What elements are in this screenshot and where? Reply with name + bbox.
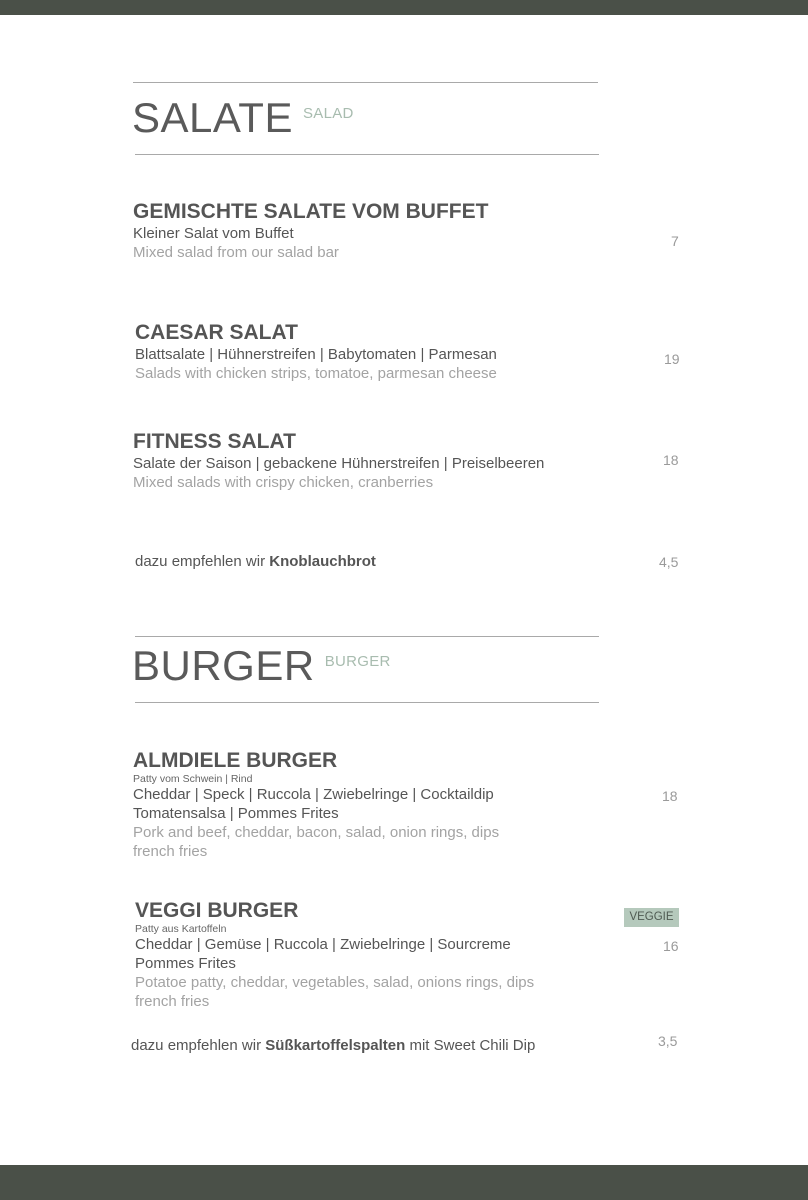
item-description-de: Pommes Frites (135, 955, 236, 972)
recommendation-salate (135, 553, 376, 570)
item-description-de: Kleiner Salat vom Buffet (133, 225, 294, 242)
item-description-en: Salads with chicken strips, tomatoe, parmesan cheese (135, 365, 497, 382)
item-description-de: Cheddar | Speck | Ruccola | Zwiebelringe | Cocktaildip (133, 786, 494, 803)
item-name: CAESAR SALAT (135, 321, 298, 344)
item-name: ALMDIELE BURGER (133, 749, 338, 772)
section-subtitle: BURGER (324, 653, 391, 670)
item-price: 18 (663, 452, 679, 468)
item-price: 18 (662, 788, 678, 804)
item-description-en: Potatoe patty, cheddar, vegetables, salad, onions rings, dips (135, 974, 535, 991)
item-description-en: Mixed salad from our salad bar (133, 244, 339, 261)
item-description-en: french fries (135, 993, 210, 1010)
recommendation-highlight: Süßkartoffelspalten (265, 1037, 406, 1054)
section-divider-top (133, 82, 598, 83)
recommendation-price: 4,5 (659, 554, 679, 570)
item-price: 7 (671, 233, 679, 249)
item-description-de: Cheddar | Gemüse | Ruccola | Zwiebelringe | Sourcreme (135, 936, 511, 953)
item-description-en: Pork and beef, cheddar, bacon, salad, onion rings, dips (133, 824, 500, 841)
recommendation-prefix: dazu empfehlen wir (135, 553, 270, 570)
menu-item-fitness-salat (133, 429, 544, 492)
item-price: 19 (664, 351, 680, 367)
item-name: VEGGI BURGER (135, 899, 299, 922)
menu-item-gemischte-salate (133, 199, 488, 262)
recommendation-highlight: Knoblauchbrot (269, 553, 376, 570)
item-patty: Patty vom Schwein | Rind (133, 773, 253, 785)
bottom-decorative-bar (0, 1165, 808, 1200)
section-divider-bottom (135, 154, 599, 155)
item-description-de: Salate der Saison | gebackene Hühnerstreifen | Preiselbeeren (133, 455, 545, 472)
item-description-en: french fries (133, 843, 208, 860)
item-price: 16 (663, 938, 679, 954)
recommendation-prefix: dazu empfehlen wir (131, 1037, 266, 1054)
recommendation-price: 3,5 (658, 1033, 678, 1049)
item-patty: Patty aus Kartoffeln (135, 923, 227, 935)
section-title: BURGER (132, 642, 315, 689)
menu-item-almdiele-burger (133, 748, 499, 861)
item-description-en: Mixed salads with crispy chicken, cranberries (133, 474, 434, 491)
veggie-badge: VEGGIE (624, 908, 679, 927)
section-title: SALATE (132, 94, 293, 141)
recommendation-burger (131, 1037, 535, 1054)
section-subtitle: SALAD (302, 105, 354, 122)
item-description-de: Tomatensalsa | Pommes Frites (133, 805, 339, 822)
menu-item-veggi-burger (135, 898, 534, 1011)
top-decorative-bar (0, 0, 808, 15)
section-header-salate (132, 94, 354, 142)
section-header-burger (132, 642, 391, 690)
item-name: GEMISCHTE SALATE VOM BUFFET (133, 200, 489, 223)
section-divider-bottom (135, 702, 599, 703)
menu-item-caesar-salat (135, 320, 497, 383)
item-name: FITNESS SALAT (133, 430, 296, 453)
recommendation-suffix: mit Sweet Chili Dip (405, 1037, 536, 1054)
section-divider-top (135, 636, 599, 637)
item-description-de: Blattsalate | Hühnerstreifen | Babytomaten | Parmesan (135, 346, 497, 363)
